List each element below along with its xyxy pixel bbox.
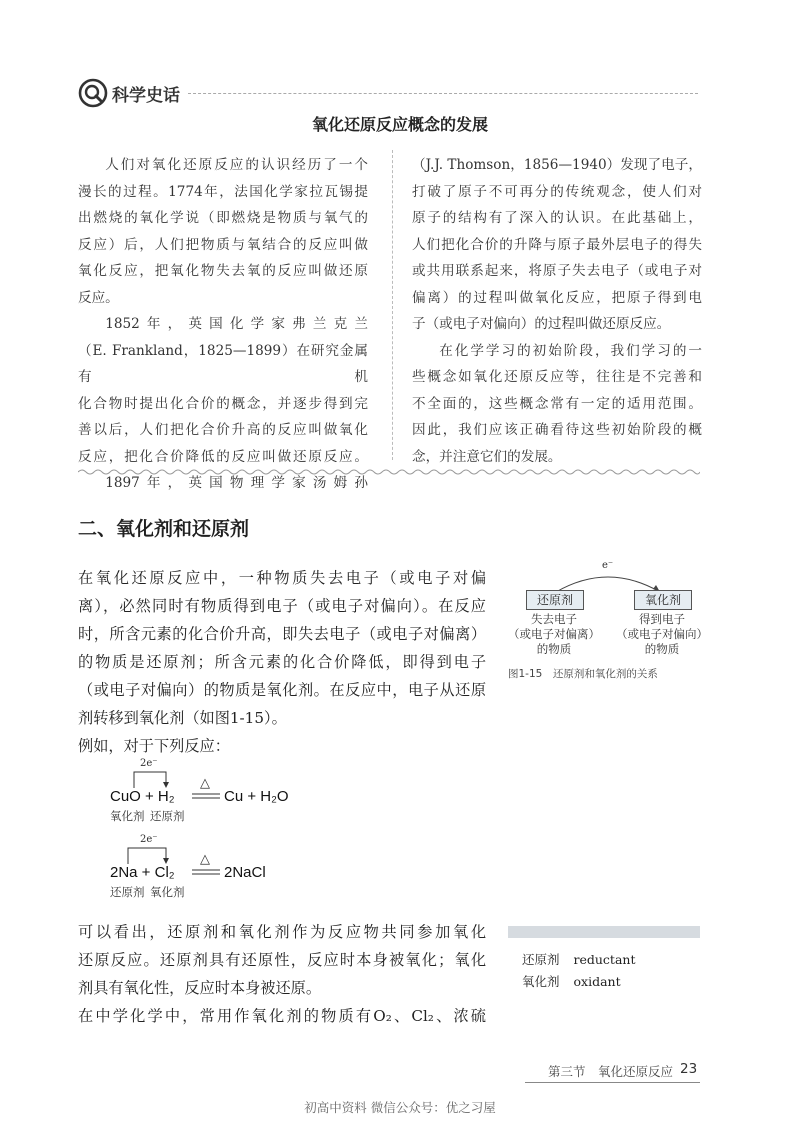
text-line: 的物质是还原剂；所含元素的化合价降低，即得到电子 bbox=[78, 653, 486, 671]
electron-label: e⁻ bbox=[602, 560, 614, 571]
text-line: 离），必然同时有物质得到电子（或电子对偏向）。在反应 bbox=[78, 597, 486, 615]
oxidant-box: 氧化剂 bbox=[634, 590, 692, 610]
text-line: 1897年，英国物理学家汤姆孙 bbox=[105, 475, 368, 491]
text-line: 或共用联系起来，将原子失去电子（或电子对 bbox=[412, 263, 702, 279]
wavy-divider bbox=[78, 468, 700, 476]
footer-section-title: 第三节 氧化还原反应 bbox=[548, 1064, 674, 1079]
equation-1 bbox=[108, 758, 328, 824]
box-left-column bbox=[78, 152, 368, 497]
magnifier-logo-icon bbox=[78, 78, 108, 108]
eq1-oxidant-label: 氧化剂 bbox=[110, 809, 145, 823]
eq1-electrons: 2e⁻ bbox=[140, 758, 158, 769]
page-number: 23 bbox=[680, 1061, 698, 1077]
glossary-entry bbox=[522, 972, 621, 990]
eq1-products: Cu + H₂O bbox=[224, 788, 289, 805]
eq2-oxidant-label: 氧化剂 bbox=[150, 885, 185, 899]
eq2-reductant-label: 还原剂 bbox=[110, 885, 145, 899]
text-line: 化合物时提出化合价的概念，并逐步得到完 bbox=[78, 395, 368, 412]
text-line: 人们对氧化还原反应的认识经历了一个 bbox=[105, 157, 368, 173]
figure-1-15 bbox=[508, 560, 708, 680]
text-line: 1852年，英国化学家弗兰克兰 bbox=[105, 316, 368, 332]
text-line: 些概念如氧化还原反应等，往往是不完善和 bbox=[412, 369, 702, 385]
eq2-electrons: 2e⁻ bbox=[140, 834, 158, 845]
eq1-reductant-label: 还原剂 bbox=[150, 809, 185, 823]
glossary-entry bbox=[522, 950, 635, 968]
text-line: 反应，把化合价降低的反应叫做还原反应。 bbox=[78, 448, 368, 465]
text-line: （或电子对偏向）的物质是氧化剂。在反应中，电子从还原 bbox=[78, 681, 486, 699]
text-line: 的物质 bbox=[536, 642, 572, 656]
column-divider bbox=[392, 150, 393, 460]
text-line: 还原反应。还原剂具有还原性，反应时本身被氧化；氧化 bbox=[78, 951, 486, 969]
glossary-bar bbox=[508, 926, 700, 938]
glossary-term-en: oxidant bbox=[573, 974, 621, 989]
reductant-box: 还原剂 bbox=[526, 590, 584, 610]
text-line: 打破了原子不可再分的传统观念，使人们对 bbox=[412, 183, 702, 200]
text-line: 时，所含元素的化合价升高，即失去电子（或电子对偏离） bbox=[78, 625, 486, 643]
text-line: 出燃烧的氧化学说（即燃烧是物质与氧气的 bbox=[78, 210, 368, 226]
text-line: 人们把化合价的升降与原子最外层电子的得失 bbox=[412, 236, 702, 253]
text-line: 不全面的，这些概念常有一定的适用范围。 bbox=[412, 395, 702, 412]
glossary-term-zh: 还原剂 bbox=[522, 952, 560, 967]
eq1-heat-icon: △ bbox=[200, 776, 210, 791]
text-line: 善以后，人们把化合价升高的反应叫做氧化 bbox=[78, 422, 368, 438]
eq2-heat-icon: △ bbox=[200, 852, 210, 867]
text-line: 在氧化还原反应中，一种物质失去电子（或电子对偏 bbox=[78, 569, 486, 587]
equation-2 bbox=[108, 832, 328, 900]
text-line: 反应）后，人们把物质与氧结合的反应叫做 bbox=[78, 236, 368, 253]
text-line: 念，并注意它们的发展。 bbox=[412, 448, 562, 465]
header-dashed-rule bbox=[188, 93, 698, 94]
text-line: 得到电子 bbox=[639, 612, 685, 626]
section-heading: 二、氧化剂和还原剂 bbox=[78, 518, 250, 540]
text-line: 子（或电子对偏向）的过程叫做还原反应。 bbox=[412, 316, 671, 332]
box-title: 氧化还原反应概念的发展 bbox=[311, 115, 488, 134]
text-line: 可以看出，还原剂和氧化剂作为反应物共同参加氧化 bbox=[78, 923, 486, 941]
text-line: （J.J. Thomson，1856—1940）发现了电子， bbox=[412, 157, 702, 173]
text-line: 因此，我们应该正确看待这些初始阶段的概 bbox=[412, 422, 702, 438]
eq2-products: 2NaCl bbox=[224, 864, 266, 881]
reductant-description bbox=[506, 612, 602, 657]
main-paragraph-1 bbox=[78, 564, 486, 760]
text-line: 漫长的过程。1774年，法国化学家拉瓦锡提 bbox=[78, 183, 368, 200]
text-line: 剂具有氧化性，反应时本身被还原。 bbox=[78, 979, 321, 997]
text-line: 偏离）的过程叫做氧化反应，把原子得到电 bbox=[412, 289, 702, 306]
main-paragraph-3 bbox=[78, 918, 486, 1030]
text-line: 剂转移到氧化剂（如图1-15）。 bbox=[78, 709, 287, 727]
glossary-term-zh: 氧化剂 bbox=[522, 974, 560, 989]
eq2-reactants: 2Na + Cl₂ bbox=[110, 864, 175, 881]
box-label: 科学史话 bbox=[112, 86, 180, 106]
figure-caption: 图1-15 还原剂和氧化剂的关系 bbox=[508, 668, 658, 680]
text-line: 在化学学习的初始阶段，我们学习的一 bbox=[439, 342, 702, 359]
glossary-term-en: reductant bbox=[573, 952, 636, 967]
text-line: （E. Frankland，1825—1899）在研究金属有机 bbox=[78, 342, 368, 385]
footer-rule bbox=[525, 1082, 700, 1083]
box-right-column bbox=[412, 152, 702, 470]
text-line: 的物质 bbox=[644, 642, 680, 656]
text-line: 例如，对于下列反应： bbox=[78, 737, 230, 755]
text-line: （或电子对偏离） bbox=[508, 627, 600, 641]
text-line: 原子的结构有了深入的认识。在此基础上， bbox=[412, 210, 702, 226]
text-line: 失去电子 bbox=[531, 612, 577, 626]
eq1-reactants: CuO + H₂ bbox=[110, 788, 175, 805]
text-line: （或电子对偏向） bbox=[616, 627, 708, 641]
text-line: 反应。 bbox=[78, 289, 119, 306]
footer-note: 初高中资料 微信公众号：优之习屋 bbox=[304, 1100, 496, 1115]
text-line: 在中学化学中，常用作氧化剂的物质有O₂、Cl₂、浓硫 bbox=[78, 1007, 486, 1025]
box-header bbox=[78, 76, 698, 110]
oxidant-description bbox=[614, 612, 710, 657]
text-line: 氧化反应，把氧化物失去氧的反应叫做还原 bbox=[78, 263, 368, 279]
